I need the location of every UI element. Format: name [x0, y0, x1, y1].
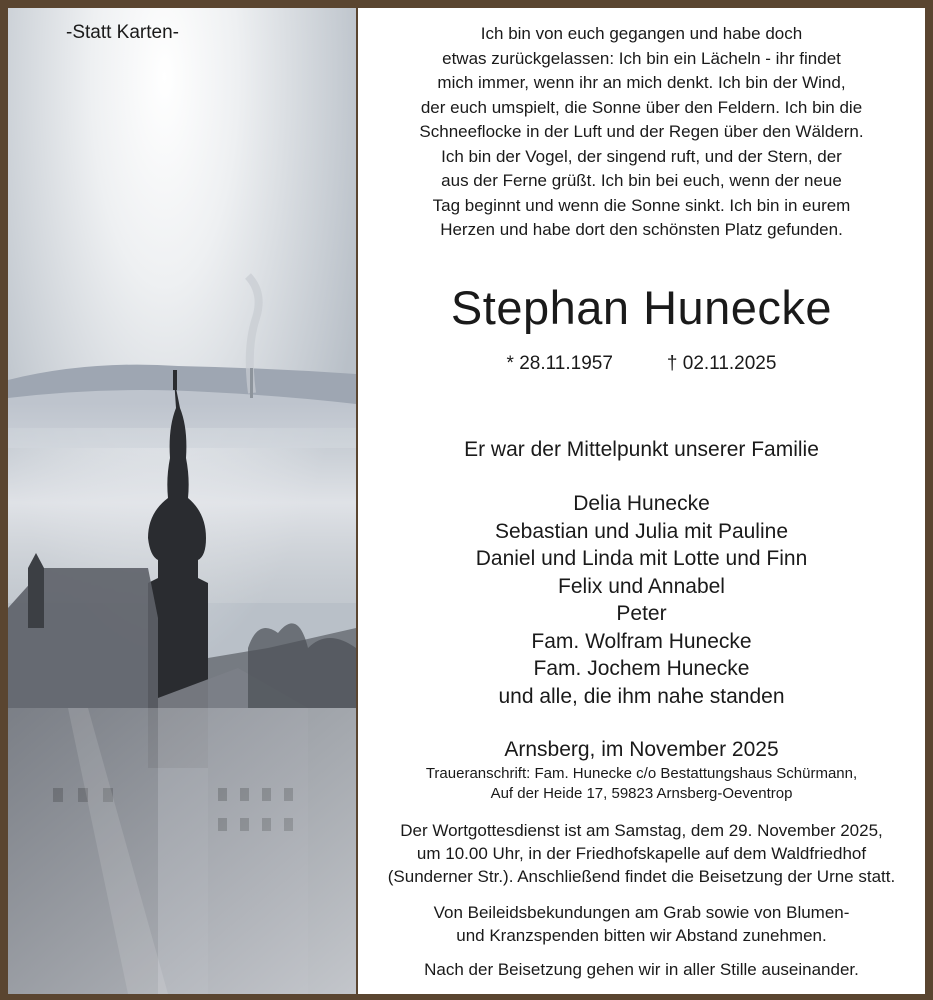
family-member: Daniel und Linda mit Lotte und Finn	[475, 547, 808, 570]
service-line: (Sunderner Str.). Anschließend findet die Beisetzung der Urne statt.	[387, 867, 896, 886]
condolence-line: und Kranzspenden bitten wir Abstand zunehmen.	[456, 926, 827, 945]
place-date: Arnsberg, im November 2025	[504, 738, 779, 761]
poem-line: der euch umspielt, die Sonne über den Feldern. Ich bin die	[420, 97, 863, 117]
poem	[358, 22, 925, 243]
service-info	[358, 819, 925, 888]
church-silhouette-image	[8, 8, 356, 994]
death-date: † 02.11.2025	[666, 353, 777, 374]
condolence-line: Von Beileidsbekundungen am Grab sowie von Blumen-	[433, 903, 850, 922]
poem-line: Ich bin der Vogel, der singend ruft, und der Stern, der	[441, 146, 842, 166]
poem-line: mich immer, wenn ihr an mich denkt. Ich bin der Wind,	[437, 73, 846, 92]
family-member: Sebastian und Julia mit Pauline	[494, 519, 788, 543]
life-dates	[358, 352, 925, 376]
poem-line: etwas zurückgelassen: Ich bin ein Lächeln - ihr findet	[442, 48, 841, 68]
family-member: Fam. Jochem Hunecke	[533, 657, 750, 680]
family-member: Fam. Wolfram Hunecke	[531, 629, 752, 653]
service-line: Der Wortgottesdienst ist am Samstag, dem 29. November 2025,	[400, 821, 883, 840]
condolence-note	[358, 901, 925, 947]
birth-date: * 28.11.1957	[506, 353, 613, 374]
poem-line: Herzen und habe dort den schönsten Platz gefunden.	[440, 220, 843, 239]
family-member: und alle, die ihm nahe standen	[498, 684, 785, 708]
poem-line: Schneeflocke in der Luft und der Regen über den Wäldern.	[419, 122, 864, 141]
family-member: Delia Hunecke	[573, 492, 710, 515]
family-member: Felix und Annabel	[558, 574, 725, 598]
address-line: Traueranschrift: Fam. Hunecke c/o Bestattungshaus Schürmann,	[425, 765, 858, 782]
text-panel	[358, 8, 925, 994]
deceased-name: Stephan Hunecke	[450, 281, 833, 334]
church-fog-photo	[8, 8, 356, 994]
family-member: Peter	[616, 602, 667, 625]
mourning-address	[358, 764, 925, 804]
tribute-line: Er war der Mittelpunkt unserer Familie	[464, 438, 819, 461]
family-list	[358, 490, 925, 710]
address-line: Auf der Heide 17, 59823 Arnsberg-Oeventrop	[490, 785, 793, 802]
poem-line: aus der Ferne grüßt. Ich bin bei euch, wenn der neue	[441, 171, 842, 190]
poem-line: Tag beginnt und wenn die Sonne sinkt. Ich bin in eurem	[432, 195, 851, 215]
statt-karten-label: -Statt Karten-	[66, 22, 179, 43]
service-line: um 10.00 Uhr, in der Friedhofskapelle auf dem Waldfriedhof	[416, 844, 867, 863]
closing-line: Nach der Beisetzung gehen wir in aller Stille auseinander.	[424, 960, 859, 979]
poem-line: Ich bin von euch gegangen und habe doch	[480, 24, 803, 43]
